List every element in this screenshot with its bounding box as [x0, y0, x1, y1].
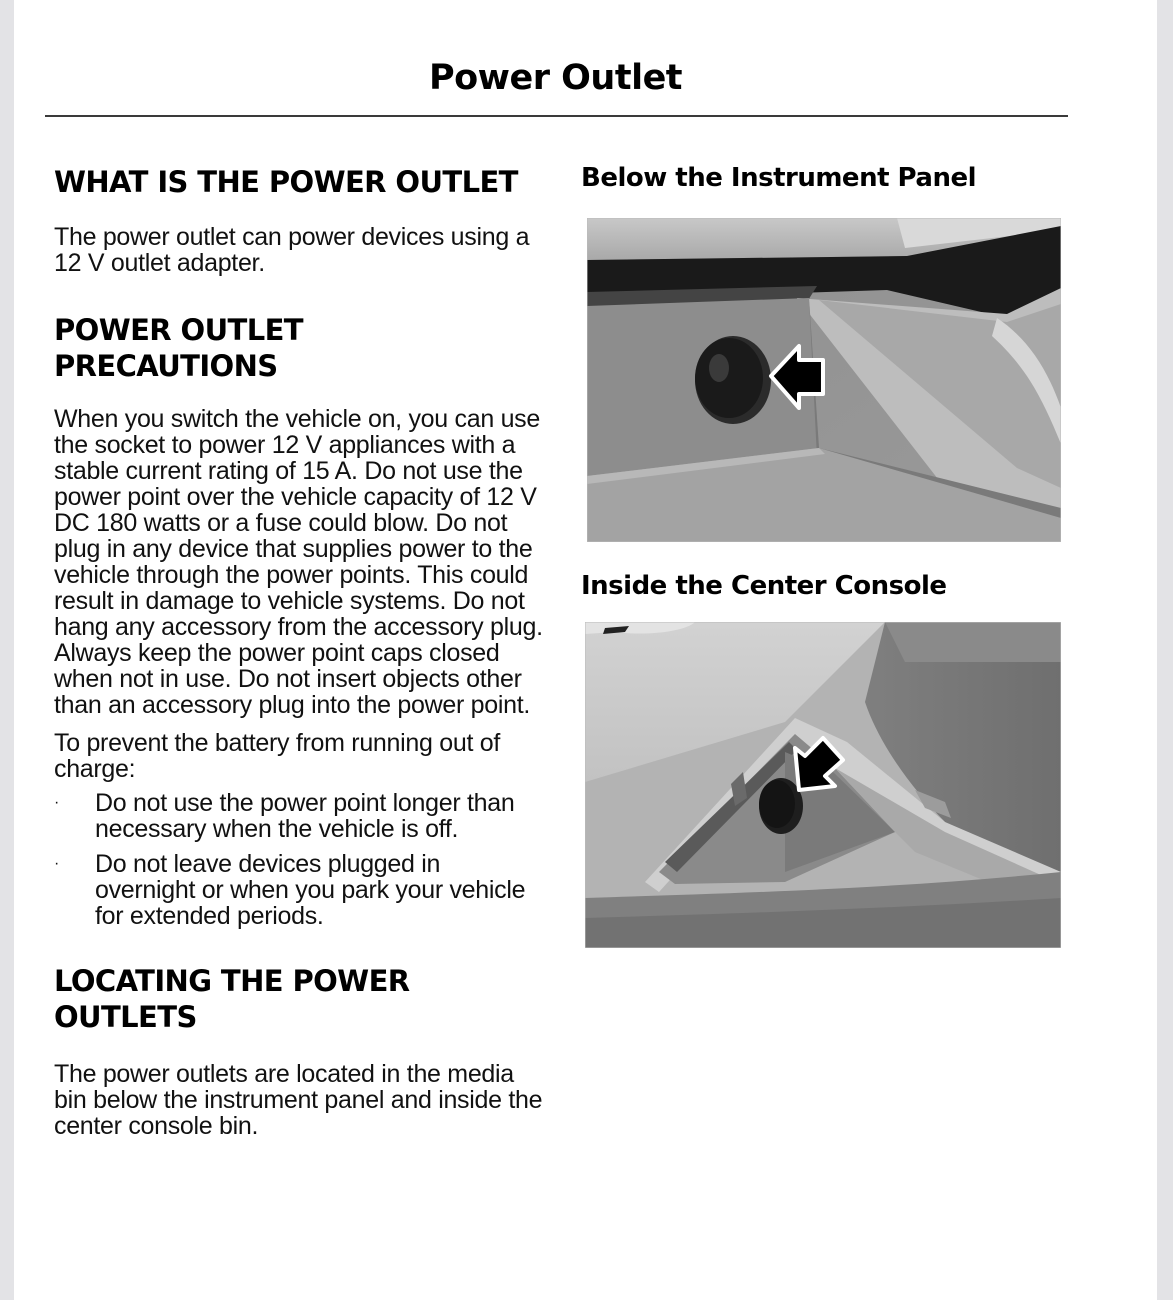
right-column — [581, 160, 1081, 948]
precautions-heading-line2: PRECAUTIONS — [54, 349, 278, 383]
bullet-marker: · — [54, 794, 60, 811]
what-is-body: The power outlet can power devices using a 12 V outlet adapter. — [54, 223, 530, 277]
title-divider — [45, 115, 1068, 117]
section-heading-locating — [54, 963, 544, 1035]
bullet-marker: · — [54, 855, 60, 872]
battery-intro: To prevent the battery from running out of charge: — [54, 729, 500, 783]
locating-heading-line2: OUTLETS — [54, 1000, 197, 1034]
section-heading-what-is: WHAT IS THE POWER OUTLET — [54, 165, 518, 199]
figure-heading-instrument-panel: Below the Instrument Panel — [581, 163, 977, 193]
precautions-heading-line1: POWER OUTLET — [54, 313, 303, 347]
instrument-panel-drawing — [587, 218, 1061, 542]
bullet-text: Do not use the power point longer than necessary when the vehicle is off. — [95, 789, 515, 843]
list-item — [54, 851, 544, 929]
list-item — [54, 790, 544, 842]
battery-bullet-list — [54, 790, 544, 929]
precautions-body: When you switch the vehicle on, you can use the socket to power 12 V appliances with a stable current rating of 15 A. Do not use the power point over the vehicle capacity of 12 V DC 180 watts or a fuse could blow. Do not plug in any device that supplies power to the vehicle through the power points. This could result in damage to vehicle systems. Do not hang any accessory from the accessory plug. Always keep the power point caps closed when not in use. Do not insert objects other than an accessory plug into the power point. — [54, 405, 543, 719]
center-console-drawing — [585, 622, 1061, 948]
instrument-panel-illustration — [587, 218, 1061, 542]
manual-page — [14, 0, 1157, 1300]
locating-heading-line1: LOCATING THE POWER — [54, 964, 410, 998]
figure-heading-center-console: Inside the Center Console — [581, 571, 947, 601]
center-console-illustration — [585, 622, 1061, 948]
page-title: Power Outlet — [428, 58, 683, 98]
locating-body: The power outlets are located in the media bin below the instrument panel and inside the center console bin. — [54, 1060, 543, 1140]
left-column — [54, 164, 544, 1139]
section-heading-precautions — [54, 312, 544, 384]
bullet-text: Do not leave devices plugged in overnight or when you park your vehicle for extended periods. — [95, 850, 526, 930]
